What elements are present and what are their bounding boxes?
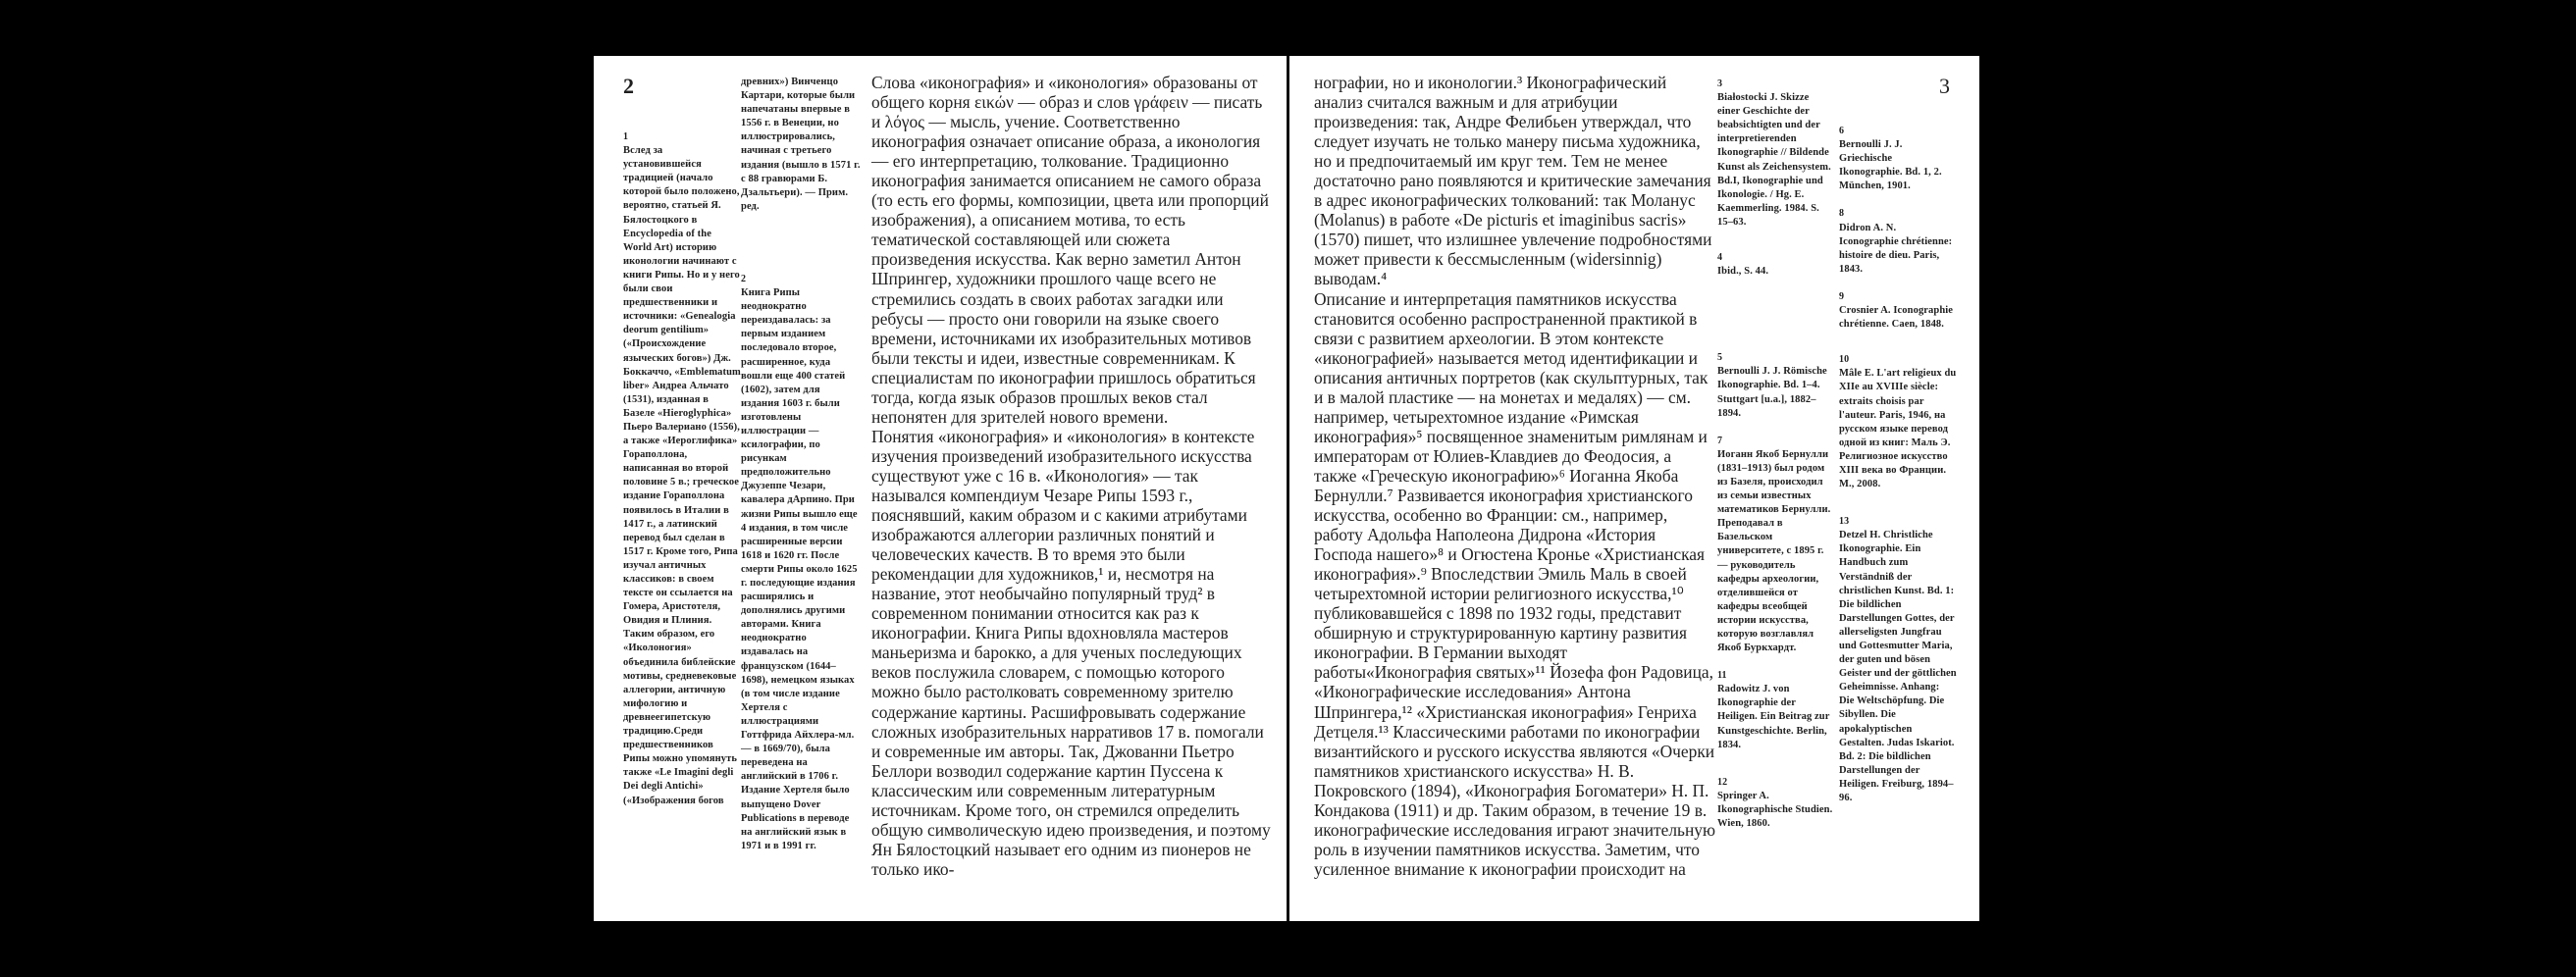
- footnote-text: Białostocki J. Skizze einer Geschichte der beabsichtigten und der interpretierenden Ikonographie // Bildende Kunst als Zeichensystem. Bd.I, Ikonographie und Ikonologie. / Hg. E. Kaemmerling. 1984. S. 15–63.: [1717, 92, 1831, 228]
- footnote-number: 5: [1717, 352, 1723, 364]
- footnote-number: 8: [1839, 208, 1845, 220]
- footnote: [1717, 435, 1833, 656]
- footnote-text: древних») Винченцо Картари, которые были напечатаны впервые в 1556 г. в Венеции, но иллюстрировались, начиная с третьего издания (вышло в 1571 г. с 88 гравюрами Б. Дзальтьери). — Прим. ред.: [741, 77, 861, 212]
- footnote-number: 13: [1839, 516, 1850, 528]
- main-text-column: [1314, 73, 1716, 879]
- body-paragraph: нографии, но и иконологии.³ Иконографический анализ считался важным и для атрибуции произведения: так, Андре Фелибьен утверждал, что следует изучать не только манеру письма художника, но и предпочитаемый им круг тем. Тем не менее достаточно рано появляются и критические замечания в адрес иконографических толкований: так Моланус (Molanus) в работе «De picturis et imaginibus sacris» (1570) пишет, что излишнее увлечение подробностями может привести к бессмысленным (widersinnig) выводам.⁴: [1314, 73, 1712, 289]
- main-text-column: [871, 73, 1274, 879]
- footnote-number: 9: [1839, 290, 1845, 302]
- footnote: [1839, 515, 1957, 805]
- footnote-text: Crosnier A. Iconographie chrétienne. Caen, 1848.: [1839, 305, 1954, 331]
- page-number: 3: [1939, 74, 1950, 98]
- footnote-number: 2: [741, 273, 747, 284]
- footnote-text: Иоганн Якоб Бернулли (1831–1913) был родом из Базеля, происходил из семьи известных математиков Бернулли. Преподавал в Базельском университете, с 1895 г. — руководитель кафедры археологии, отделившейся от кафедры всеобщей истории искусства, которую возглавлял Якоб Буркхардт.: [1717, 448, 1831, 654]
- footnote: [1717, 251, 1833, 279]
- left-page: [594, 56, 1288, 921]
- footnote: [1717, 776, 1833, 831]
- footnote-text: Ibid., S. 44.: [1717, 266, 1769, 278]
- footnote-text: Didron A. N. Iconographie chrétienne: histoire de dieu. Paris, 1843.: [1839, 222, 1953, 275]
- footnote: [1839, 125, 1957, 193]
- page-number: 2: [623, 74, 634, 98]
- footnote: [741, 273, 861, 853]
- footnotes-column-1: [623, 130, 741, 822]
- footnote-number: 10: [1839, 354, 1850, 366]
- footnote: [623, 130, 741, 808]
- footnote: [1717, 351, 1833, 420]
- footnotes-column-1: [1717, 77, 1833, 845]
- footnote-number: 1: [623, 131, 629, 142]
- footnote: [1717, 77, 1833, 230]
- footnote: [1839, 353, 1957, 491]
- footnote-text: Mâle E. L'art religieux du XIIe au XVIIIe siècle: extraits choisis par l'auteur. Paris, 1946, на русском языке перевод одной из книг: Маль Э. Религиозное искусство XIII века во Франции. М., 2008.: [1839, 368, 1957, 490]
- footnotes-column-2: [1839, 125, 1957, 819]
- footnote-text: Radowitz J. von Ikonographie der Heiligen. Ein Beitrag zur Kunstgeschichte. Berlin, 1834.: [1717, 684, 1830, 750]
- footnote-number: 3: [1717, 78, 1723, 89]
- footnote-text: Bernoulli J. J. Griechische Ikonographie. Bd. 1, 2. München, 1901.: [1839, 139, 1942, 192]
- footnote-text: Detzel H. Christliche Ikonographie. Ein Handbuch zum Verständniß der christlichen Kunst. Bd. 1: Die bildlichen Darstellungen Gottes, der allerseligsten Jungfrau und Gottesmutter Maria, der guten und bösen Geister und der göttlichen Geheimnisse. Anhang: Die Weltschöpfung. Die Sibyllen. Die apokalyptischen Gestalten. Judas Iskariot. Bd. 2: Die bildlichen Darstellungen der Heiligen. Freiburg, 1894–96.: [1839, 530, 1957, 804]
- footnote-text: Springer A. Ikonographische Studien. Wien, 1860.: [1717, 790, 1833, 830]
- footnote: [741, 76, 861, 214]
- footnote: [1839, 290, 1957, 332]
- footnote-text: Bernoulli J. J. Römische Ikonographie. Bd. 1–4. Stuttgart [u.a.], 1882–1894.: [1717, 366, 1827, 419]
- footnote-number: 6: [1839, 126, 1845, 136]
- footnote: [1839, 207, 1957, 276]
- footnote: [1717, 669, 1833, 752]
- body-paragraph: Понятия «иконография» и «иконология» в контексте изучения произведений изобразительного искусства существуют уже с 16 в. «Иконология» — так назывался компендиум Чезаре Рипы 1593 г., пояснявший, каким образом и с какими атрибутами изображаются аллегории различных понятий и человеческих качеств. В то время это были рекомендации для художников,¹ и, несмотря на название, этот необычайно популярный труд² в современном понимании относится как раз к иконографии. Книга Рипы вдохновляла мастеров маньеризма и барокко, а для ученых последующих веков послужила словарем, с помощью которого можно было растолковать современному зрителю содержание картины. Расшифровывать содержание сложных изобразительных нарративов 17 в. помогали и современные им авторы. Так, Джованни Пьетро Беллори возводил содержание картин Пуссена к классическим или современным литературным источникам. Кроме того, он стремился определить общую символическую идею произведения, и поэтому Ян Бялостоцкий называет его одним из пионеров не только ико-: [871, 426, 1271, 879]
- footnote-text: Вслед за установившейся традицией (начало которой было положено, вероятно, статьей Я. Бялостоцкого в Encyclopedia of the World Art) историю иконологии начинают с книги Рипы. Но и у него были свои предшественники и источники: «Genealogia deorum gentilium» («Происхождение языческих богов») Дж. Боккаччо, «Emblematum liber» Андреа Альчато (1531), изданная в Базеле «Hieroglyphica» Пьеро Валериано (1556), а также «Иероглифика» Гораполлона, написанная во второй половине 5 в.; греческое издание Гораполлона появилось в Италии в 1417 г., а латинский перевод был сделан в 1517 г. Кроме того, Рипа изучал античных классиков: в своем тексте он ссылается на Гомера, Аристотеля, Овидия и Плиния. Таким образом, его «Иколоногия» объединила библейские мотивы, средневековые аллегории, античную мифологию и древнеегипетскую традицию.Среди предшественников Рипы можно упомянуть также «Le Imagini degli Dei degli Antichi» («Изображения богов: [623, 145, 741, 806]
- footnote-number: 4: [1717, 252, 1723, 264]
- footnote-number: 12: [1717, 776, 1728, 788]
- right-page: [1289, 56, 1979, 921]
- body-paragraph: Описание и интерпретация памятников искусства становится особенно распространенной практикой в связи с развитием археологии. В этом контексте «иконографией» называется метод идентификации и описания античных портретов (как скульптурных, так и в малой пластике — на монетах и медалях) — см. например, четырехтомное издание «Римская иконография»⁵ посвященное знаменитым римлянам и императорам от Юлиев-Клавдиев до Феодосия, а также «Греческую иконографию»⁶ Иоганна Якоба Бернулли.⁷ Развивается иконография христианского искусства, особенно во Франции: см., например, работу Адольфа Наполеона Дидрона «История Господа нашего»⁸ и Огюстена Кронье «Христианская иконография».⁹ Впоследствии Эмиль Маль в своей четырехтомной истории религиозного искусства,¹⁰ публиковавшейся с 1898 по 1932 годы, представит обширную и структурированную картину развития иконографии. В Германии выходят работы«Иконография святых»¹¹ Йозефа фон Радовица, «Иконографические исследования» Антона Шпрингера,¹² «Христианская иконография» Генриха Детцеля.¹³ Классическими работами по иконографии византийского и русского искусства являются «Очерки памятников христианского искусства» Н. В. Покровского (1894), «Иконография Богоматери» Н. П. Кондакова (1911) и др. Таким образом, в течение 19 в. иконографические исследования играют значительную роль в изучении памятников искусства. Заметим, что усиленное внимание к иконографии происходит на: [1314, 288, 1715, 879]
- body-paragraph: Слова «иконография» и «иконология» образованы от общего корня εικών — образ и слов γράφειν — писать и λόγος — мысль, учение. Соответственно иконография означает описание образа, а иконология — его интерпретацию, толкование. Традиционно иконография занимается описанием не самого образа (то есть его формы, композиции, цвета или пропорций изображения), а описанием мотива, то есть тематической составляющей или сюжета произведения искусства. Как верно заметил Антон Шпрингер, художники прошлого чаще всего не стремились создать в своих работах загадки или ребусы — просто они говорили на языке своего времени, источниками их изобразительных мотивов были тексты и идеи, известные современникам. К специалистам по иконографии пришлось обратиться тогда, когда язык образов прошлых веков стал непонятен для зрителей нового времени.: [871, 73, 1269, 427]
- footnote-text: Книга Рипы неоднократно переиздавалась: за первым изданием последовало второе, расширенное, куда вошли еще 400 статей (1602), затем для издания 1603 г. были изготовлены иллюстрации — ксилографии, по рисункам предположительно Джузеппе Чезари, кавалера дАрпино. При жизни Рипы вышло еще 4 издания, в том числе расширенные версии 1618 и 1620 гг. После смерти Рипы около 1625 г. последующие издания расширялись и дополнялись другими авторами. Книга неоднократно издавалась на французском (1644–1698), немецком языках (в том числе издание Хертеля с иллюстрациями Готтфрида Айхлера-мл. — в 1669/70), была переведена на английский в 1706 г. Издание Хертеля было выпущено Dover Publications в переводе на английский язык в 1971 и в 1991 гг.: [741, 287, 858, 851]
- footnotes-column-2: [741, 76, 861, 867]
- footnote-number: 7: [1717, 435, 1723, 446]
- footnote-number: 11: [1717, 670, 1727, 682]
